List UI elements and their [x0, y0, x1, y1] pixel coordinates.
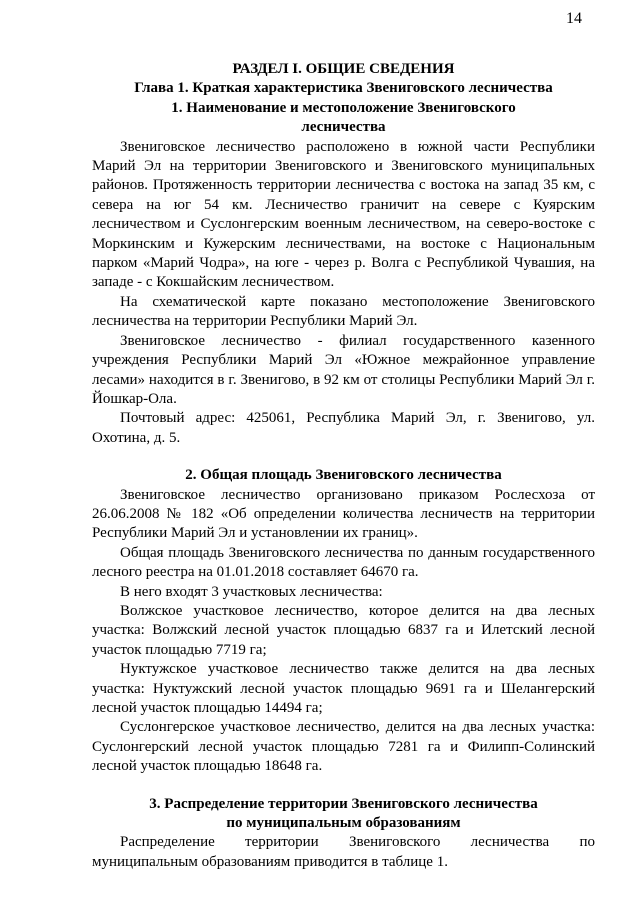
paragraph: Звениговское лесничество - филиал государственного казенного учреждения Республики Марий Эл «Южное межрайонное управление лесами» находится в г. Звенигово, в 92 км от столицы Республики Марий Эл г. Йошкар-Ола.	[92, 332, 595, 407]
page-number: 14	[566, 10, 582, 27]
chapter-title: Глава 1. Краткая характеристика Звениговского лесничества	[134, 80, 553, 97]
subsection-area	[92, 466, 595, 777]
subsection-location	[92, 99, 595, 448]
paragraph: Суслонгерское участковое лесничество, делится на два лесных участка: Суслонгерский лесной участок площадью 7281 га и Филипп-Солинский лесной участок площадью 18648 га.	[92, 719, 595, 775]
subsection-heading: 2. Общая площадь Звениговского лесничества	[185, 467, 502, 484]
section-spacer	[92, 448, 595, 466]
paragraph: Распределение территории Звениговского лесничества по муниципальным образованиям приводится в таблице 1.	[92, 834, 595, 870]
section-title: РАЗДЕЛ I. ОБЩИЕ СВЕДЕНИЯ	[232, 61, 455, 77]
paragraph: Звениговское лесничество расположено в южной части Республики Марий Эл на территории Звениговского и Звениговского муниципальных районов. Протяженность территории лесничества с востока на запад 35 км, с севера на юг 54 км. Лесничество граничит на севере с Куярским лесничеством и Суслонгерским военным лесничеством, на северо-востоке с Моркинским и Кужерским лесничествами, на востоке с Национальным парком «Марий Чодра», на юге - через р. Волга с Республикой Чувашия, на западе - с Кокшайским лесничеством.	[92, 138, 595, 291]
paragraph: Общая площадь Звениговского лесничества по данным государственного лесного реестра на 01.01.2018 составляет 64670 га.	[92, 544, 595, 581]
document-body	[92, 60, 595, 872]
subsection-heading: лесничества	[301, 119, 386, 136]
paragraph: Волжское участковое лесничество, которое делится на два лесных участка: Волжский лесной участок площадью 6837 га и Илетский лесной участок площадью 7719 га;	[92, 602, 595, 658]
section-spacer	[92, 777, 595, 795]
subsection-heading: по муниципальным образованиям	[226, 815, 461, 832]
paragraph: На схематической карте показано местоположение Звениговского лесничества на территории Республики Марий Эл.	[92, 293, 595, 330]
paragraph: Почтовый адрес: 425061, Республика Марий Эл, г. Звенигово, ул. Охотина, д. 5.	[92, 410, 595, 446]
subsection-heading: 1. Наименование и местоположение Звениговского	[171, 99, 516, 116]
paragraph: Звениговское лесничество организовано приказом Рослесхоза от 26.06.2008 № 182 «Об определении количества лесничеств на территории Республики Марий Эл и установлении их границ».	[92, 486, 595, 542]
subsection-distribution	[92, 795, 595, 873]
paragraph: Нуктужское участковое лесничество также делится на два лесных участка: Нуктужский лесной участок площадью 9691 га и Шелангерский лесной участок площадью 14494 га;	[92, 661, 595, 716]
paragraph: В него входят 3 участковых лесничества:	[120, 583, 383, 600]
subsection-heading: 3. Распределение территории Звениговского лесничества	[149, 795, 538, 812]
